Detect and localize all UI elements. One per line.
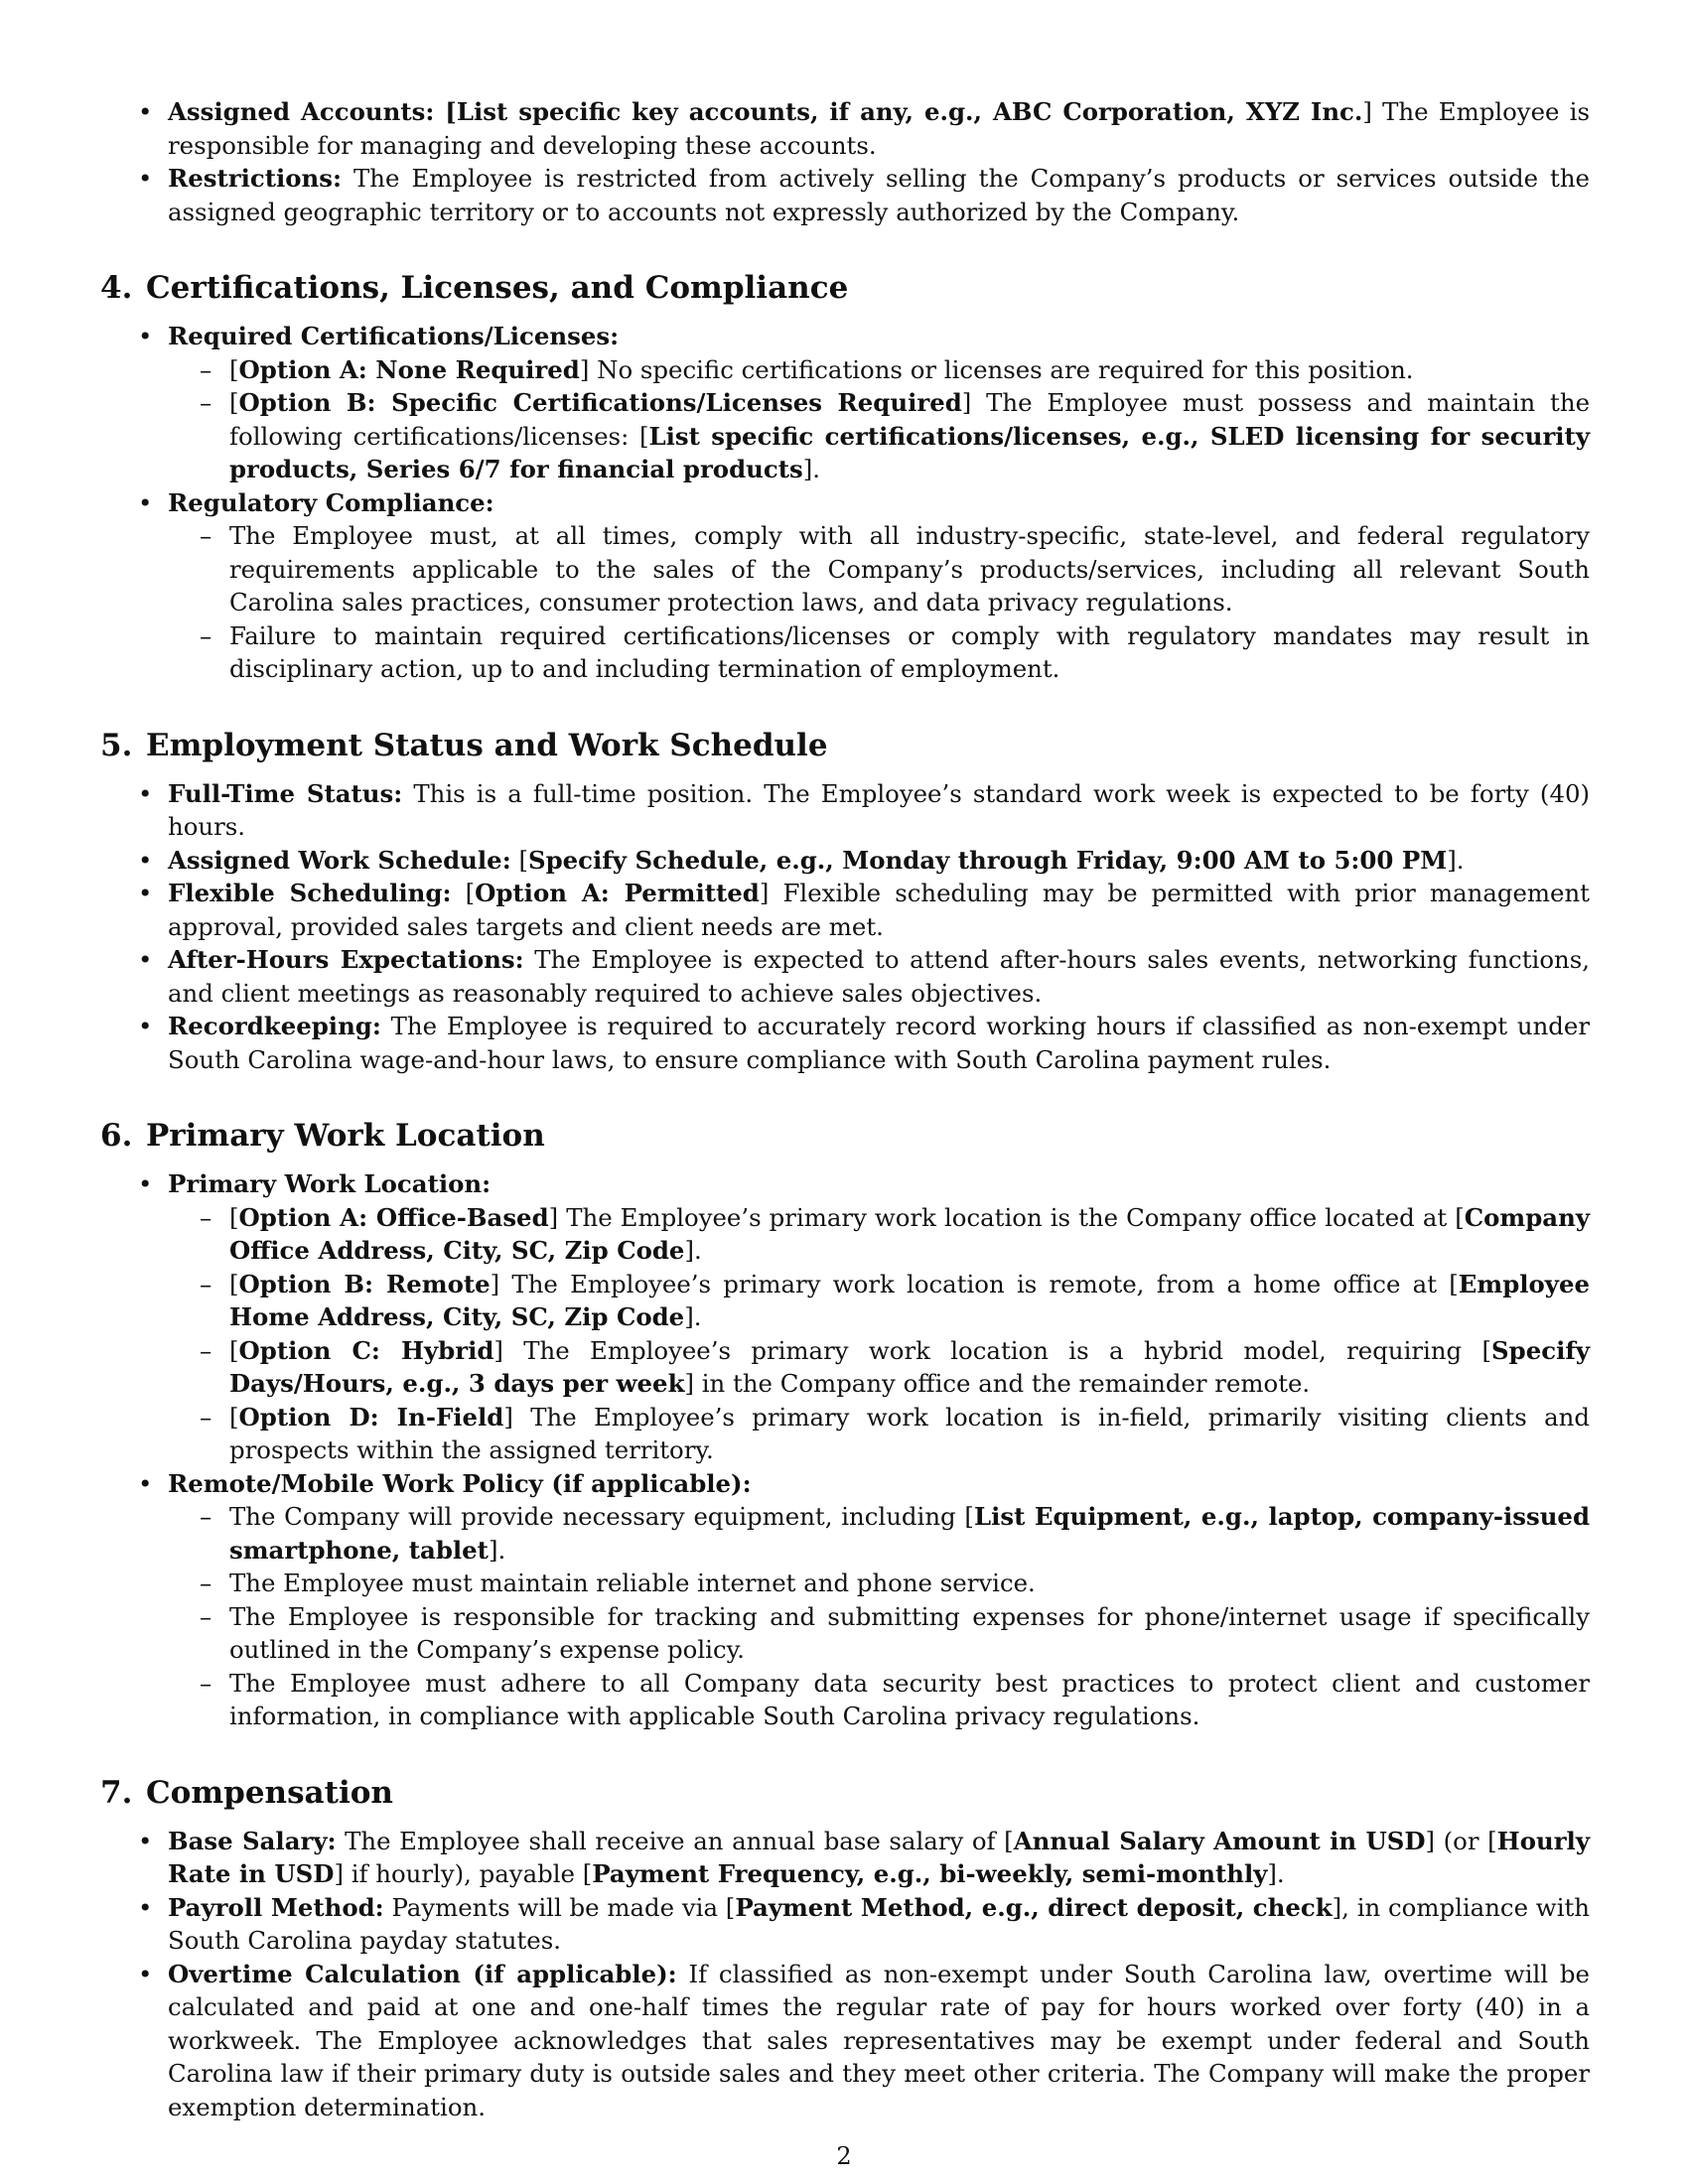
section-title: Primary Work Location [146, 1118, 545, 1154]
section-list [100, 1825, 1590, 2124]
list-item [168, 877, 1590, 943]
item-text: ], in compliance with South Carolina payday statutes. [168, 1892, 1590, 1955]
item-text: [ [229, 388, 239, 417]
bold-text: Option A: Permitted [475, 879, 760, 907]
item-text: The Employee is expected to attend after-hours sales events, networking functions, and client meetings as reasonably required to achieve sales objectives. [168, 945, 1590, 1008]
item-text: ] (or [ [1425, 1826, 1497, 1855]
item-text: [ [229, 1335, 239, 1365]
item-label: Required Certifications/Licenses: [168, 322, 620, 350]
item-text: ] No specific certifications or licenses are required for this position. [579, 354, 1414, 384]
list-item [168, 1958, 1590, 2124]
item-text: ]. [1447, 845, 1465, 875]
item-label: Payroll Method: [168, 1892, 384, 1922]
section-title: Employment Status and Work Schedule [146, 727, 828, 763]
bold-text: Specify Days/Hours, e.g., 3 days per week [229, 1335, 1590, 1398]
item-text: ]. [802, 455, 820, 483]
bold-text: Option B: Specific Certifications/Licenses Required [238, 388, 962, 417]
bold-text: [ [434, 97, 457, 126]
section-number: 6. [100, 1118, 133, 1154]
section-heading [100, 1773, 1590, 1813]
sub-list-item [229, 1500, 1590, 1567]
section-heading [100, 1116, 1590, 1156]
item-text: The Employee shall receive an annual base salary of [ [336, 1826, 1014, 1855]
sub-list [168, 353, 1590, 486]
list-item [168, 1825, 1590, 1891]
bold-text: Option B: Remote [238, 1269, 491, 1298]
section-heading [100, 268, 1590, 308]
item-text: ] The Employee is responsible for managing and developing these accounts. [168, 97, 1590, 160]
item-text: If classified as non-exempt under South Carolina law, overtime will be calculated and paid at one and one-half times the regular rate of pay for hours worked over forty (40) in a workweek. The Employee acknowledges that sales representatives may be exempt under federal and South Carolina law if their primary duty is outside sales and they meet other criteria. The Company will make the proper exemption determination. [168, 1959, 1590, 2121]
bold-text: Option A: Office-Based [238, 1202, 549, 1232]
item-text: [ [451, 879, 476, 907]
sub-list-item [229, 386, 1590, 486]
item-text: The Employee is responsible for tracking and submitting expenses for phone/internet usage if specifically outlined in the Company’s expense policy. [229, 1601, 1590, 1664]
page-number: 2 [836, 2142, 852, 2170]
list-item [168, 1467, 1590, 1733]
item-text: The Employee is restricted from actively selling the Company’s products or services outside the assigned geographic territory or to accounts not expressly authorized by the Company. [168, 164, 1590, 226]
section [100, 1116, 1590, 1733]
item-text: ]. [488, 1535, 506, 1565]
list-item [168, 320, 1590, 486]
bold-text: List specific certifications/licenses, e.g., SLED licensing for security products, Series 6/7 for financial products [229, 421, 1591, 483]
bold-text: Payment Frequency, e.g., bi-weekly, semi-monthly [592, 1859, 1268, 1888]
sub-list-item [229, 1600, 1590, 1667]
item-label: Flexible Scheduling: [168, 879, 452, 907]
sub-list-item [229, 1667, 1590, 1733]
item-text: ]. [1267, 1859, 1285, 1888]
item-text: This is a full-time position. The Employee’s standard work week is expected to be forty (40) hours. [168, 778, 1591, 841]
bold-text: Option C: Hybrid [238, 1335, 494, 1365]
section-number: 7. [100, 1774, 133, 1811]
bold-text: Annual Salary Amount in USD [1013, 1826, 1426, 1855]
bold-text: Option D: In-Field [238, 1402, 504, 1432]
sub-list [168, 519, 1590, 686]
item-text: Failure to maintain required certifications/licenses or comply with regulatory mandates may result in disciplinary action, up to and including termination of employment. [229, 620, 1590, 683]
item-text: [ [229, 1402, 239, 1432]
sub-list-item [229, 1268, 1590, 1334]
section-number: 4. [100, 270, 133, 306]
bold-text: List specific key accounts, if any, e.g., ABC Corporation, XYZ Inc. [456, 97, 1363, 126]
sub-list [168, 1201, 1590, 1467]
item-text: ] if hourly), payable [ [334, 1859, 593, 1888]
sections-container [100, 268, 1590, 2123]
item-text: ]. [684, 1302, 702, 1331]
list-item [168, 162, 1590, 228]
bold-text: Specify Schedule, e.g., Monday through Friday, 9:00 AM to 5:00 PM [528, 845, 1448, 875]
bold-text: Hourly Rate in USD [168, 1826, 1590, 1888]
item-text: ] The Employee must possess and maintain the following certifications/licenses: [ [229, 388, 1591, 451]
sub-list-item [229, 353, 1590, 387]
item-label: Restrictions: [168, 164, 343, 193]
item-label: Assigned Work Schedule: [168, 845, 511, 875]
section-title: Certifications, Licenses, and Compliance [146, 270, 849, 306]
list-item [168, 486, 1590, 686]
section [100, 726, 1590, 1077]
item-text: ] The Employee’s primary work location is a hybrid model, requiring [ [493, 1335, 1492, 1365]
item-text: The Employee must maintain reliable internet and phone service. [229, 1569, 1036, 1597]
document-page [100, 95, 1590, 2123]
sub-list-item [229, 1201, 1590, 1268]
item-label: Regulatory Compliance: [168, 487, 494, 517]
item-text: ] The Employee’s primary work location is in-field, primarily visiting clients and prospects within the assigned territory. [229, 1402, 1590, 1464]
item-text: The Employee must, at all times, comply with all industry-specific, state-level, and federal regulatory requirements applicable to the sales of the Company’s products/services, including all relevant South Carolina sales practices, consumer protection laws, and data privacy regulations. [229, 521, 1590, 616]
section-number: 5. [100, 727, 133, 763]
item-text: ] Flexible scheduling may be permitted with prior management approval, provided sales targets and client needs are met. [168, 879, 1590, 941]
item-label: Recordkeeping: [168, 1012, 381, 1040]
list-item [168, 95, 1590, 162]
list-item [168, 1167, 1590, 1467]
section-list [100, 1167, 1590, 1733]
list-item [168, 844, 1590, 878]
sub-list-item [229, 1334, 1590, 1401]
bold-text: Employee Home Address, City, SC, Zip Code [229, 1269, 1590, 1331]
sub-list [168, 1500, 1590, 1733]
item-label: Primary Work Location: [168, 1169, 492, 1198]
section-title: Compensation [146, 1774, 393, 1811]
item-text: ] The Employee’s primary work location is the Company office located at [ [548, 1202, 1465, 1232]
item-label: Remote/Mobile Work Policy (if applicable): [168, 1468, 752, 1498]
item-label: Overtime Calculation (if applicable): [168, 1959, 677, 1988]
item-label: After-Hours Expectations: [168, 945, 524, 974]
section-heading [100, 726, 1590, 765]
bold-text: Option A: None Required [238, 354, 580, 384]
item-label: Assigned Accounts: [168, 97, 435, 126]
section [100, 268, 1590, 686]
section [100, 1773, 1590, 2124]
list-item [168, 1010, 1590, 1076]
item-text: [ [229, 354, 239, 384]
sub-list-item [229, 1401, 1590, 1467]
item-label: Full-Time Status: [168, 778, 403, 808]
bold-text: List Equipment, e.g., laptop, company-issued smartphone, tablet [229, 1502, 1591, 1565]
item-text: [ [229, 1202, 239, 1232]
section-list [100, 320, 1590, 686]
list-item [168, 777, 1590, 844]
item-text: The Company will provide necessary equipment, including [ [229, 1502, 974, 1531]
sub-list-item [229, 619, 1590, 686]
item-text: [ [510, 845, 528, 875]
continued-list [100, 95, 1590, 228]
item-text: The Employee must adhere to all Company data security best practices to protect client and customer information, in compliance with applicable South Carolina privacy regulations. [229, 1668, 1590, 1730]
item-text: [ [229, 1269, 239, 1298]
sub-list-item [229, 519, 1590, 619]
item-text: ] The Employee’s primary work location is remote, from a home office at [ [490, 1269, 1459, 1298]
section-list [100, 777, 1590, 1077]
item-text: ]. [684, 1236, 702, 1265]
item-text: ] in the Company office and the remainder remote. [684, 1369, 1311, 1398]
list-item [168, 1891, 1590, 1958]
item-label: Base Salary: [168, 1826, 337, 1855]
bold-text: Payment Method, e.g., direct deposit, check [735, 1892, 1333, 1922]
bold-text: Company Office Address, City, SC, Zip Code [229, 1202, 1590, 1265]
list-item [168, 943, 1590, 1010]
sub-list-item [229, 1567, 1590, 1600]
item-text: Payments will be made via [ [383, 1892, 736, 1922]
item-text: The Employee is required to accurately record working hours if classified as non-exempt under South Carolina wage-and-hour laws, to ensure compliance with South Carolina payment rules. [168, 1012, 1590, 1074]
